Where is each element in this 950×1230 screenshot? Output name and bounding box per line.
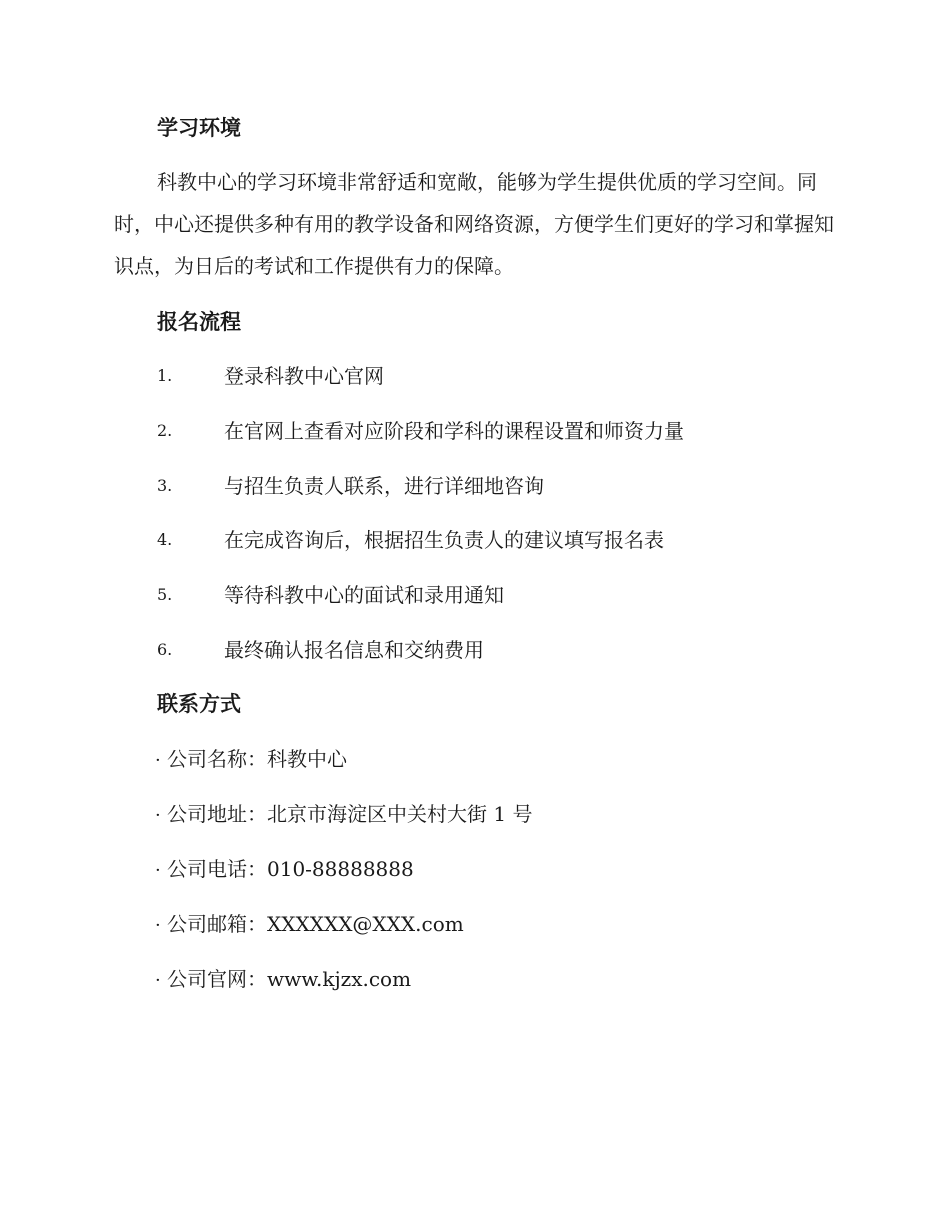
bullet-icon: · xyxy=(155,860,161,881)
contact-item xyxy=(155,909,464,939)
contact-text: 公司名称：科教中心 xyxy=(167,747,347,771)
step-text: 在完成咨询后，根据招生负责人的建议填写报名表 xyxy=(224,528,664,552)
contact-item xyxy=(155,964,411,994)
step-text: 最终确认报名信息和交纳费用 xyxy=(224,638,484,662)
section-heading-environment: 学习环境 xyxy=(157,115,241,140)
contact-item xyxy=(155,854,414,884)
step-text: 等待科教中心的面试和录用通知 xyxy=(224,583,504,607)
environment-paragraph-text: 科教中心的学习环境非常舒适和宽敞，能够为学生提供优质的学习空间。同时，中心还提供多种有用的教学设备和网络资源，方便学生们更好的学习和掌握知识点，为日后的考试和工作提供有力的保障。 xyxy=(114,170,834,278)
contact-text: 公司电话：010-88888888 xyxy=(167,857,414,881)
step-text: 与招生负责人联系，进行详细地咨询 xyxy=(224,474,544,498)
bullet-icon: · xyxy=(155,915,161,936)
bullet-icon: · xyxy=(155,970,161,991)
step-number: 5. xyxy=(157,585,173,604)
bullet-icon: · xyxy=(155,750,161,771)
environment-paragraph xyxy=(114,161,834,287)
step-number: 6. xyxy=(157,640,173,659)
step-number: 3. xyxy=(157,476,173,495)
contact-text: 公司地址：北京市海淀区中关村大街 1 号 xyxy=(167,802,533,826)
contact-text: 公司邮箱：XXXXXX@XXX.com xyxy=(167,912,464,936)
step-number: 4. xyxy=(157,530,173,549)
section-heading-registration: 报名流程 xyxy=(157,309,241,334)
step-text: 登录科教中心官网 xyxy=(224,364,384,388)
contact-item xyxy=(155,744,347,774)
section-heading-contact: 联系方式 xyxy=(157,691,241,716)
bullet-icon: · xyxy=(155,805,161,826)
step-text: 在官网上查看对应阶段和学科的课程设置和师资力量 xyxy=(224,419,684,443)
contact-text: 公司官网：www.kjzx.com xyxy=(167,967,412,991)
contact-item xyxy=(155,799,532,829)
step-number: 1. xyxy=(157,366,173,385)
step-number: 2. xyxy=(157,421,173,440)
